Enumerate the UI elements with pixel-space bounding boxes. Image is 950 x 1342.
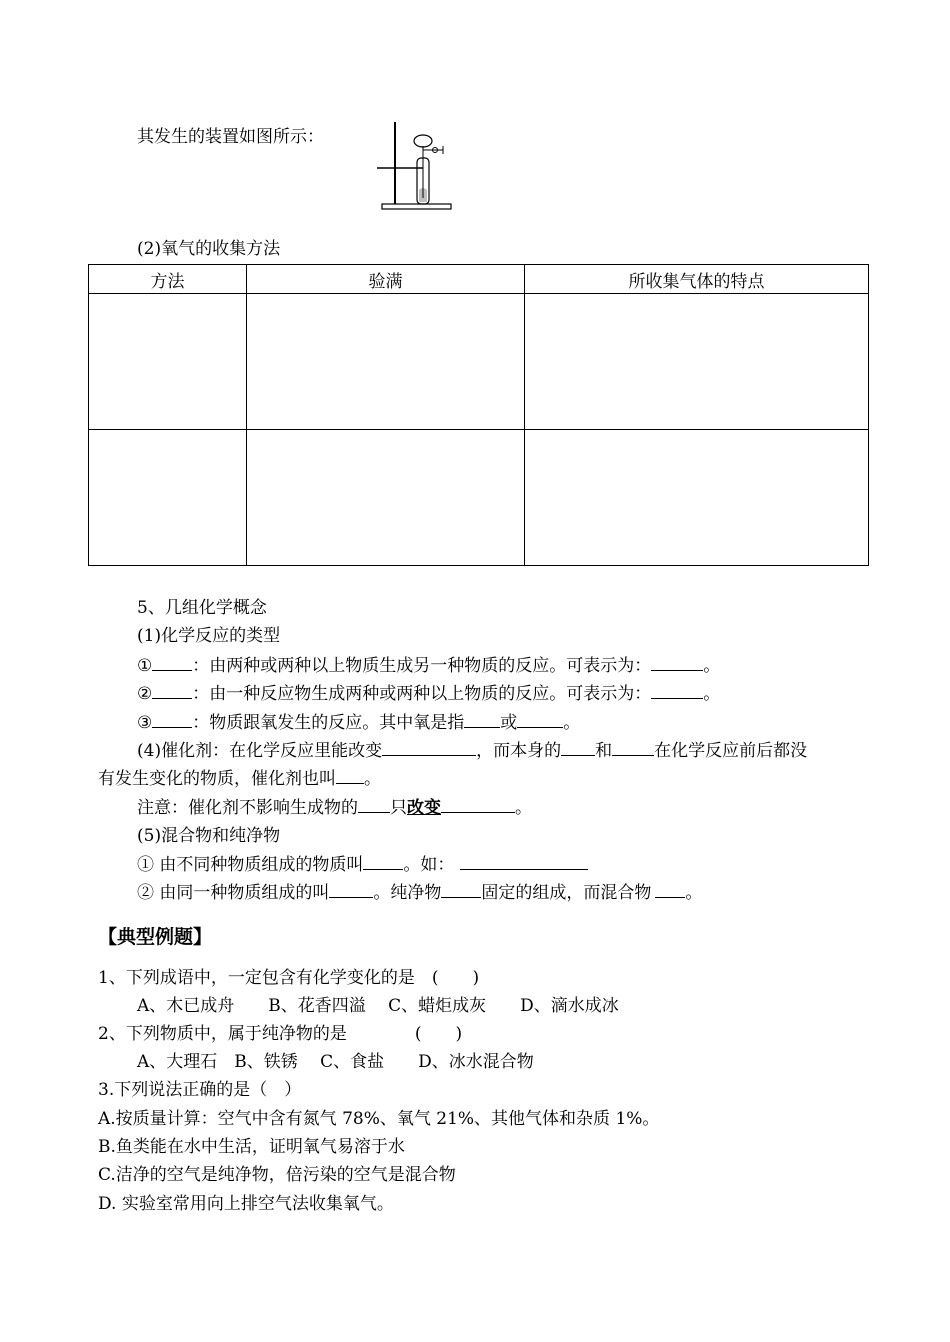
question-3-option-d: D. 实验室常用向上排空气法收集氧气。 — [98, 1194, 394, 1214]
catalyst-definition: (4)催化剂：在化学反应里能改变 ，而本身的 和 在化学反应前后都没 — [137, 741, 808, 761]
question-3: 3.下列说法正确的是（ ） — [98, 1080, 302, 1100]
question-1-options: A、木已成舟 B、花香四溢 C、蜡炬成灰 D、滴水成冰 — [137, 996, 619, 1016]
catalyst-definition-line2: 有发生变化的物质，催化剂也叫 。 — [98, 769, 381, 789]
pure-substance-definition: ② 由同一种物质组成的叫 。纯净物 固定的组成，而混合物 。 — [137, 883, 703, 903]
mixture-title: (5)混合物和纯净物 — [137, 826, 281, 846]
question-3-option-a: A.按质量计算：空气中含有氮气 78%、氧气 21%、其他气体和杂质 1%。 — [98, 1109, 660, 1129]
gas-generator-apparatus-image — [373, 118, 455, 212]
table-row — [89, 294, 869, 430]
collection-method-table — [88, 264, 869, 566]
concepts-title: 5、几组化学概念 — [137, 598, 267, 618]
reaction-type-oxidation: ③ ：物质跟氧发生的反应。其中氧是指 或 。 — [137, 713, 581, 733]
table-header-method: 方法 — [89, 265, 247, 294]
table-row — [89, 430, 869, 566]
question-2: 2、下列物质中，属于纯净物的是 ( ) — [98, 1024, 463, 1044]
table-cell — [525, 430, 869, 566]
question-3-option-b: B.鱼类能在水中生活，证明氧气易溶于水 — [98, 1137, 405, 1157]
table-cell — [89, 294, 247, 430]
table-header-gas-feature: 所收集气体的特点 — [525, 265, 869, 294]
table-cell — [247, 294, 525, 430]
table-cell — [89, 430, 247, 566]
question-1: 1、下列成语中，一定包含有化学变化的是 ( ) — [98, 968, 480, 988]
catalyst-note: 注意：催化剂不影响生成物的 只改变 。 — [137, 798, 532, 818]
reaction-types-title: (1)化学反应的类型 — [137, 626, 281, 646]
table-cell — [247, 430, 525, 566]
table-header-full-check: 验满 — [247, 265, 525, 294]
question-2-options: A、大理石 B、铁锈 C、食盐 D、冰水混合物 — [137, 1052, 534, 1072]
question-3-option-c: C.洁净的空气是纯净物，倍污染的空气是混合物 — [98, 1165, 456, 1185]
table-cell — [525, 294, 869, 430]
reaction-type-combination: ① ：由两种或两种以上物质生成另一种物质的反应。可表示为： 。 — [137, 656, 721, 676]
examples-heading: 【典型例题】 — [98, 926, 213, 948]
reaction-type-decomposition: ② ：由一种反应物生成两种或两种以上物质的反应。可表示为： 。 — [137, 684, 721, 704]
apparatus-caption: 其发生的装置如图所示： — [137, 127, 324, 147]
mixture-definition: ① 由不同种物质组成的物质叫 。如： — [137, 854, 588, 876]
collect-heading: (2)氧气的收集方法 — [137, 239, 281, 259]
